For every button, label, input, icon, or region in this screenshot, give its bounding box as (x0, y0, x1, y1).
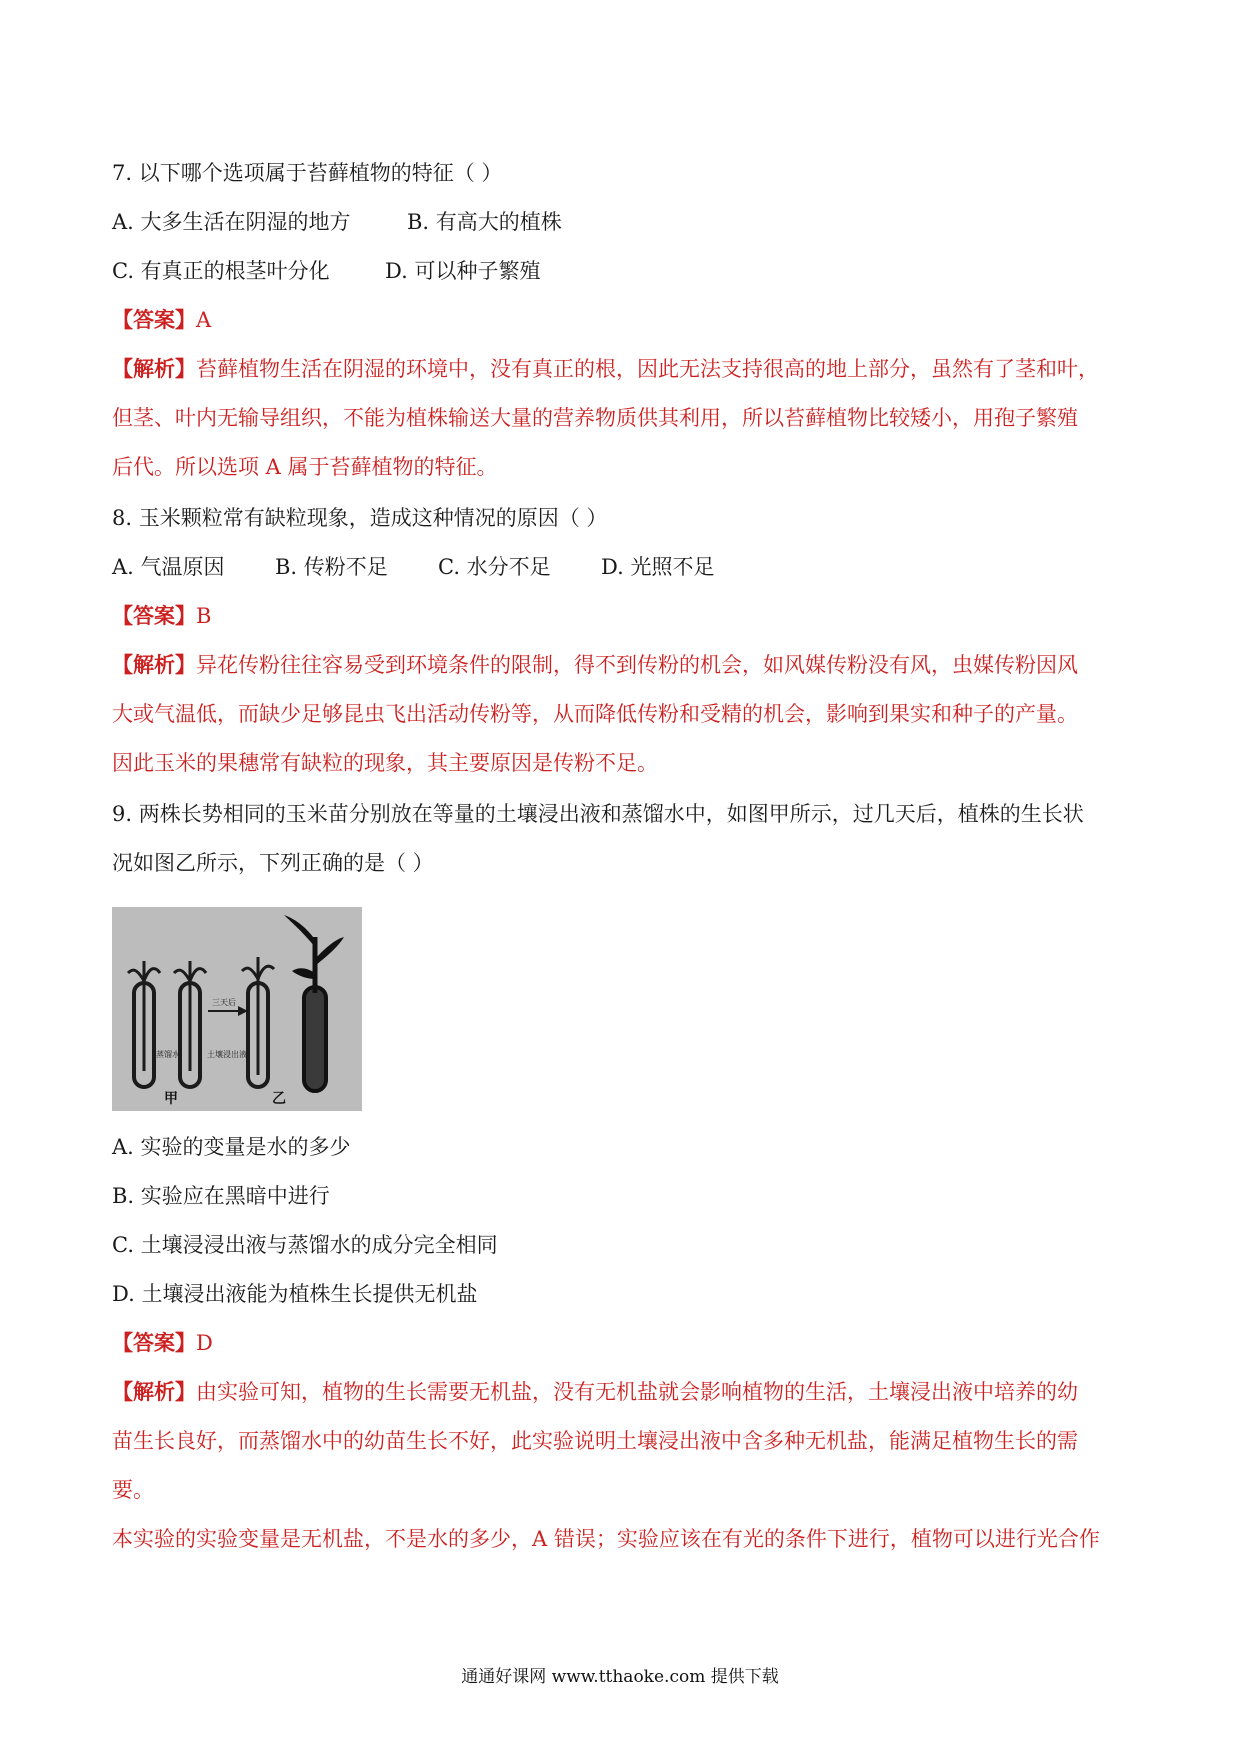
q9-analysis-line-1: 【解析】由实验可知，植物的生长需要无机盐，没有无机盐就会影响植物的生活，土壤浸出液中培养的幼 (112, 1379, 1078, 1404)
q7-analysis-tag: 【解析】 (112, 356, 196, 381)
q9-option-b: B. 实验应在黑暗中进行 (112, 1184, 330, 1208)
q9-option-c: C. 土壤浸浸出液与蒸馏水的成分完全相同 (112, 1233, 498, 1257)
q8-analysis-line-2: 大或气温低，而缺少足够昆虫飞出活动传粉等，从而降低传粉和受精的机会，影响到果实和种子的产量。 (112, 702, 1078, 726)
q9-stem-line-2: 况如图乙所示，下列正确的是（ ） (112, 851, 434, 875)
q9-analysis-line-2: 苗生长良好，而蒸馏水中的幼苗生长不好，此实验说明土壤浸出液中含多种无机盐，能满足植物生长的需 (112, 1429, 1078, 1453)
page-footer: 通通好课网 www.tthaoke.com 提供下载 (461, 1667, 779, 1687)
q9-answer-value: D (196, 1331, 213, 1355)
q8-stem: 8. 玉米颗粒常有缺粒现象，造成这种情况的原因（ ） (112, 506, 608, 530)
q8-option-d: D. 光照不足 (601, 555, 715, 579)
figure-label-jia: 甲 (164, 1091, 178, 1107)
q7-option-b: B. 有高大的植株 (407, 210, 562, 234)
q9-stem-line-1: 9. 两株长势相同的玉米苗分别放在等量的土壤浸出液和蒸馏水中，如图甲所示，过几天后，植株的生长状 (112, 802, 1084, 826)
q8-analysis-tag: 【解析】 (112, 652, 196, 677)
figure-label-yi: 乙 (272, 1091, 286, 1107)
tube-label-1: 蒸馏水 (156, 1050, 180, 1059)
q8-analysis-line-3: 因此玉米的果穗常有缺粒的现象，其主要原因是传粉不足。 (112, 751, 658, 775)
q8-answer-tag: 【答案】 (112, 603, 196, 628)
q7-answer-value: A (196, 308, 212, 332)
tube-label-2: 土壤浸出液 (207, 1050, 247, 1059)
q7-option-c: C. 有真正的根茎叶分化 (112, 259, 330, 283)
q9-analysis-tag: 【解析】 (112, 1379, 196, 1404)
q9-option-a: A. 实验的变量是水的多少 (112, 1135, 351, 1159)
arrow-label: 三天后 (212, 998, 236, 1007)
q7-stem: 7. 以下哪个选项属于苔藓植物的特征（ ） (112, 161, 503, 185)
q9-answer (112, 1329, 213, 1357)
q9-option-d: D. 土壤浸出液能为植株生长提供无机盐 (112, 1282, 478, 1306)
q9-experiment-figure (112, 907, 362, 1111)
q9-answer-tag: 【答案】 (112, 1330, 196, 1355)
q8-option-c: C. 水分不足 (438, 555, 551, 579)
q7-answer-tag: 【答案】 (112, 307, 196, 332)
q7-analysis-line-3: 后代。所以选项 A 属于苔藓植物的特征。 (112, 455, 498, 479)
q7-option-d: D. 可以种子繁殖 (385, 259, 541, 283)
q8-analysis-line-1: 【解析】异花传粉往往容易受到环境条件的限制，得不到传粉的机会，如风媒传粉没有风，虫媒传粉因风 (112, 652, 1078, 677)
q8-option-b: B. 传粉不足 (275, 555, 388, 579)
q7-answer (112, 306, 211, 334)
q7-analysis-line-1: 【解析】苔藓植物生活在阴湿的环境中，没有真正的根，因此无法支持很高的地上部分，虽然有了茎和叶， (112, 356, 1099, 381)
q7-options-row-1 (112, 208, 562, 236)
q7-option-a: A. 大多生活在阴湿的地方 (112, 210, 351, 234)
q8-answer (112, 602, 211, 630)
q7-analysis-line-2: 但茎、叶内无输导组织，不能为植株输送大量的营养物质供其利用，所以苔藓植物比较矮小，用孢子繁殖 (112, 406, 1078, 430)
q8-option-a: A. 气温原因 (112, 555, 225, 579)
q8-options-row (112, 553, 714, 581)
q7-options-row-2 (112, 257, 540, 285)
q9-analysis-line-3: 要。 (112, 1478, 154, 1502)
q9-analysis-line-4: 本实验的实验变量是无机盐，不是水的多少，A 错误；实验应该在有光的条件下进行，植物可以进行光合作 (112, 1527, 1100, 1551)
q8-answer-value: B (196, 604, 212, 628)
